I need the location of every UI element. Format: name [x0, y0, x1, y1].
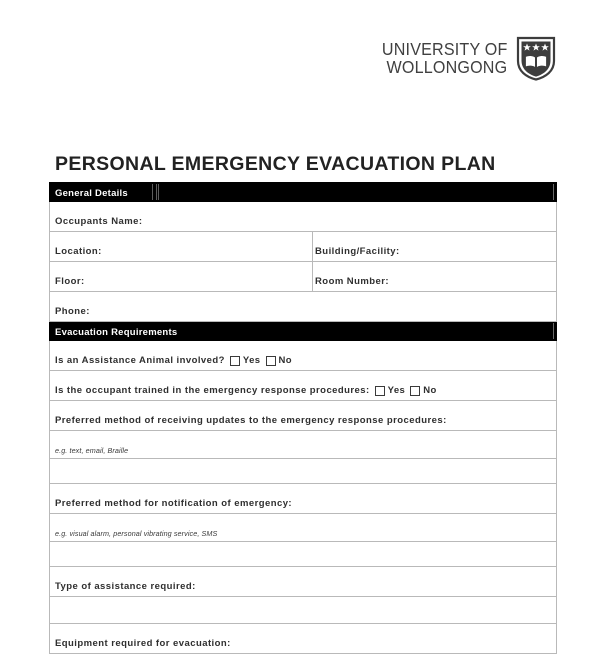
- field-assistance-type-answer[interactable]: [50, 597, 557, 624]
- field-notification-method-hint[interactable]: [50, 514, 557, 542]
- table-row: [50, 597, 557, 624]
- section-header-cell: [50, 322, 557, 341]
- section-header-evacuation-requirements: [50, 322, 557, 341]
- table-row: [50, 459, 557, 484]
- field-notification-method-answer[interactable]: [50, 542, 557, 567]
- section-title-general-details: General Details: [55, 188, 128, 199]
- label-building-facility: Building/Facility:: [315, 246, 400, 257]
- field-assistance-animal: [50, 341, 557, 371]
- field-occupants-name[interactable]: [50, 202, 557, 232]
- field-updates-method-answer[interactable]: [50, 459, 557, 484]
- table-row: [50, 292, 557, 322]
- wordmark-line-2: WOLLONGONG: [386, 56, 507, 77]
- label-occupant-trained-no: No: [423, 385, 437, 396]
- label-assistance-type: Type of assistance required:: [55, 581, 196, 592]
- table-row: [50, 371, 557, 401]
- section-header-general-details: [50, 183, 557, 202]
- table-row: [50, 232, 557, 262]
- checkbox-group-assistance-animal: [50, 355, 556, 370]
- label-room-number: Room Number:: [315, 276, 390, 287]
- label-updates-method: Preferred method of receiving updates to the emergency response procedures:: [55, 415, 447, 426]
- field-occupant-trained: [50, 371, 557, 401]
- university-wordmark: [371, 38, 507, 77]
- label-assistance-animal-no: No: [278, 355, 292, 366]
- evacuation-plan-form: [49, 182, 557, 654]
- section-header-cell: [50, 183, 557, 202]
- field-phone[interactable]: [50, 292, 557, 322]
- table-row: [50, 542, 557, 567]
- checkbox-occupant-trained-yes[interactable]: [375, 386, 385, 396]
- label-occupant-trained: Is the occupant trained in the emergency response procedures:: [55, 385, 370, 396]
- label-floor: Floor:: [55, 276, 85, 287]
- field-updates-method-hint[interactable]: [50, 431, 557, 459]
- label-occupants-name: Occupants Name:: [55, 216, 143, 227]
- hint-updates-method: e.g. text, email, Braille: [55, 446, 129, 455]
- wordmark-line-1: UNIVERSITY OF: [381, 38, 507, 59]
- checkbox-assistance-animal-no[interactable]: [266, 356, 276, 366]
- checkbox-group-occupant-trained: [50, 385, 556, 400]
- field-updates-method-label: [50, 401, 557, 431]
- field-room-number[interactable]: [313, 262, 557, 292]
- field-equipment-label: [50, 624, 557, 654]
- table-row: [50, 514, 557, 542]
- label-assistance-animal-yes: Yes: [242, 355, 261, 366]
- table-row: [50, 567, 557, 597]
- bar-divider-ticks: [149, 183, 163, 201]
- shield-crest-icon: [516, 36, 556, 81]
- label-equipment: Equipment required for evacuation:: [55, 638, 231, 649]
- checkbox-occupant-trained-no[interactable]: [410, 386, 420, 396]
- table-row: [50, 401, 557, 431]
- checkbox-assistance-animal-yes[interactable]: [230, 356, 240, 366]
- field-location[interactable]: [50, 232, 313, 262]
- brand-header: [371, 36, 556, 81]
- table-row: [50, 431, 557, 459]
- table-row: [50, 624, 557, 654]
- field-building-facility[interactable]: [313, 232, 557, 262]
- table-row: [50, 262, 557, 292]
- field-notification-method-label: [50, 484, 557, 514]
- field-floor[interactable]: [50, 262, 313, 292]
- label-phone: Phone:: [55, 306, 90, 317]
- section-title-evacuation-requirements: Evacuation Requirements: [55, 327, 178, 338]
- label-occupant-trained-yes: Yes: [387, 385, 406, 396]
- table-row: [50, 484, 557, 514]
- table-row: [50, 202, 557, 232]
- label-notification-method: Preferred method for notification of emergency:: [55, 498, 293, 509]
- table-row: [50, 341, 557, 371]
- page-title: PERSONAL EMERGENCY EVACUATION PLAN: [55, 153, 496, 176]
- label-location: Location:: [55, 246, 102, 257]
- bar-edge-tick: [553, 323, 554, 339]
- label-assistance-animal: Is an Assistance Animal involved?: [55, 355, 225, 366]
- field-assistance-type-label: [50, 567, 557, 597]
- bar-edge-tick: [553, 184, 554, 200]
- hint-notification-method: e.g. visual alarm, personal vibrating service, SMS: [55, 529, 218, 538]
